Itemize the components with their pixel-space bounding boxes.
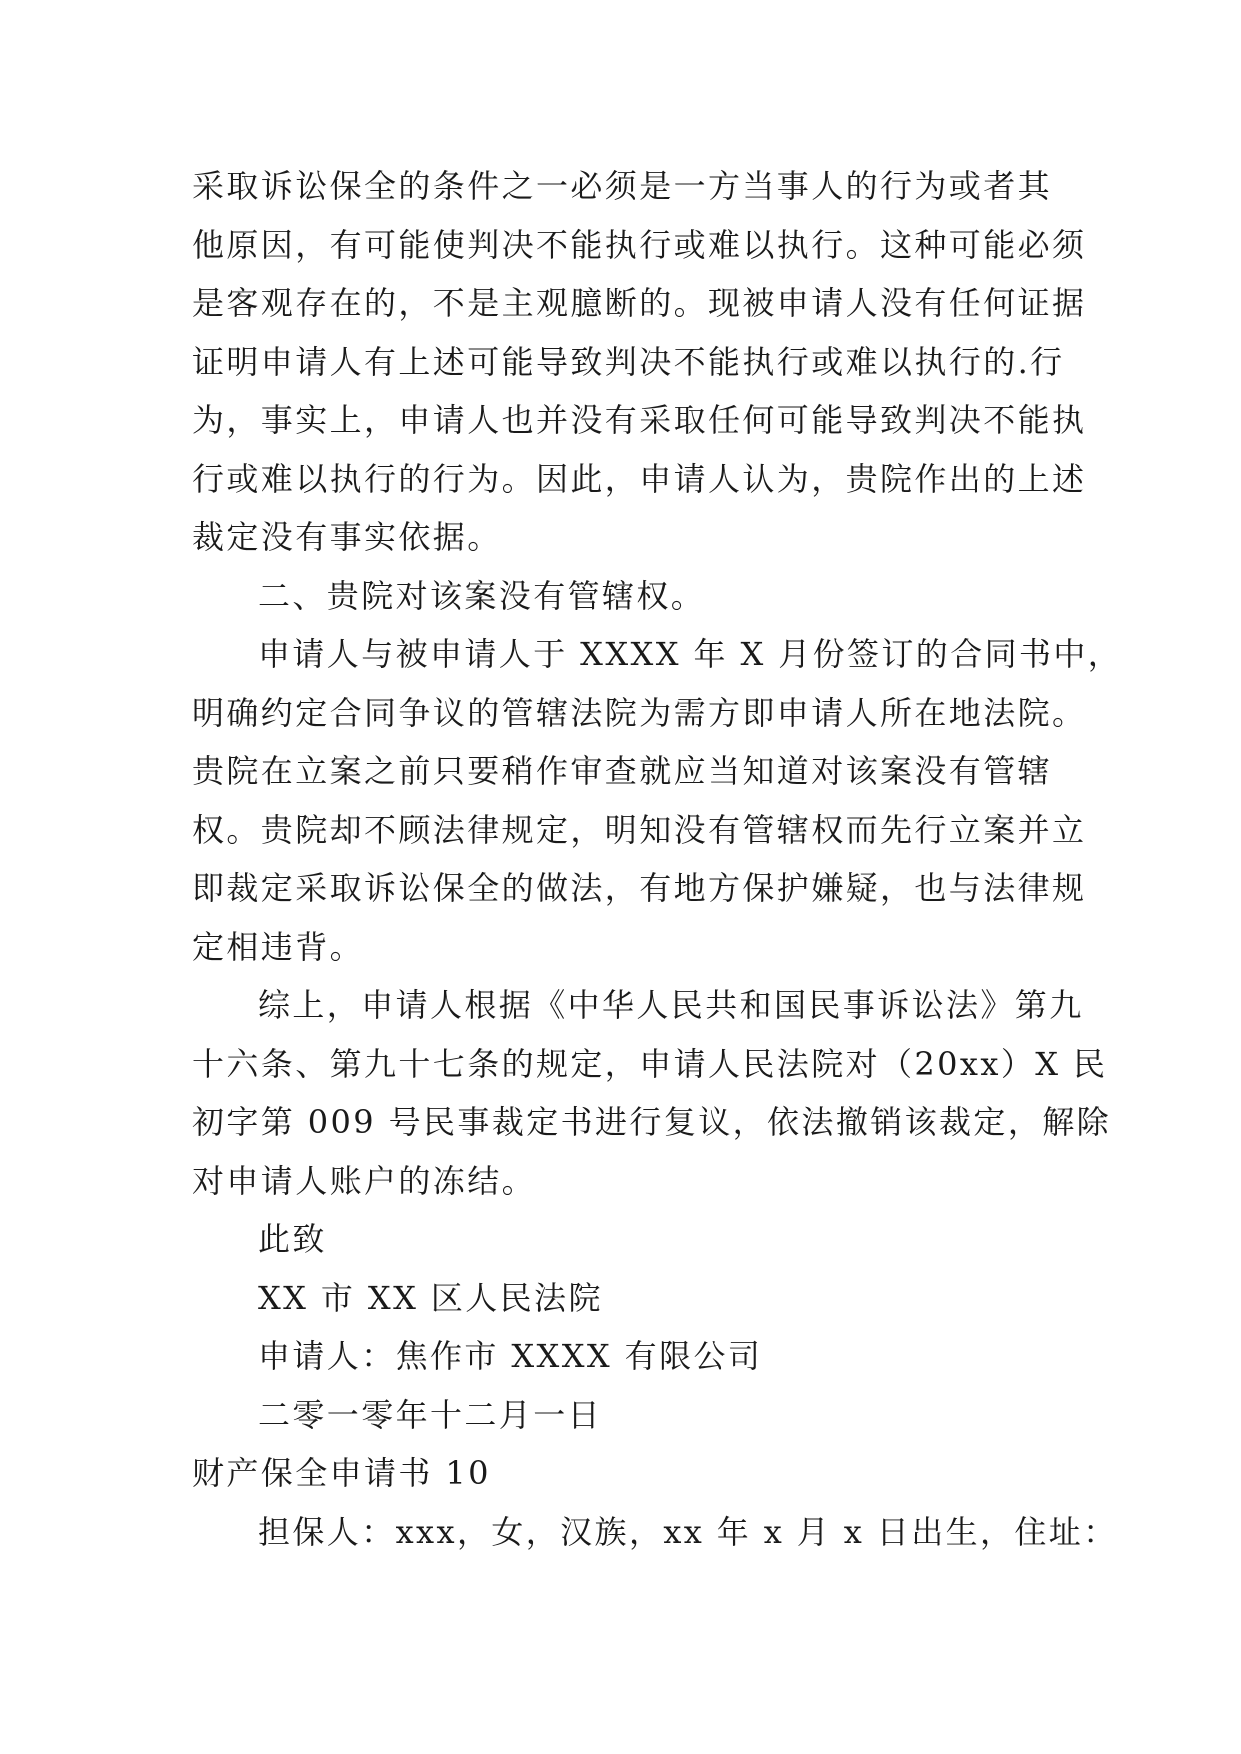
text-line: 十六条、第九十七条的规定，申请人民法院对（20xx）X 民 bbox=[192, 1044, 1108, 1083]
document-section-title: 财产保全申请书 10 bbox=[192, 1454, 491, 1492]
section-heading: 二、贵院对该案没有管辖权。 bbox=[258, 576, 706, 615]
text-line: 对申请人账户的冻结。 bbox=[192, 1161, 537, 1200]
text-line: 是客观存在的，不是主观臆断的。现被申请人没有任何证据 bbox=[192, 284, 1087, 322]
text-line: 申请人与被申请人于 XXXX 年 X 月份签订的合同书中， bbox=[258, 635, 1123, 673]
text-line: 证明申请人有上述可能导致判决不能执行或难以执行的.行 bbox=[192, 342, 1065, 381]
text-line: 权。贵院却不顾法律规定，明知没有管辖权而先行立案并立 bbox=[192, 810, 1087, 849]
recipient-court: XX 市 XX 区人民法院 bbox=[258, 1278, 603, 1317]
text-line: 采取诉讼保全的条件之一必须是一方当事人的行为或者其 bbox=[192, 167, 1053, 205]
document-body bbox=[192, 157, 1123, 1561]
text-line: 即裁定采取诉讼保全的做法，有地方保护嫌疑，也与法律规 bbox=[192, 869, 1087, 907]
text-line: 综上，申请人根据《中华人民共和国民事诉讼法》第九 bbox=[258, 986, 1084, 1024]
applicant-signature: 申请人：焦作市 XXXX 有限公司 bbox=[258, 1337, 763, 1375]
text-line: 裁定没有事实依据。 bbox=[192, 518, 502, 556]
text-line: 贵院在立案之前只要稍作审查就应当知道对该案没有管辖 bbox=[192, 752, 1053, 790]
text-line: 初字第 009 号民事裁定书进行复议，依法撤销该裁定，解除 bbox=[192, 1103, 1112, 1141]
guarantor-line: 担保人：xxx，女，汉族，xx 年 x 月 x 日出生，住址： bbox=[258, 1512, 1118, 1551]
text-line: 他原因，有可能使判决不能执行或难以执行。这种可能必须 bbox=[192, 225, 1087, 264]
text-line: 明确约定合同争议的管辖法院为需方即申请人所在地法院。 bbox=[192, 693, 1087, 732]
text-line: 定相违背。 bbox=[192, 927, 365, 966]
closing-salutation: 此致 bbox=[258, 1220, 327, 1258]
text-line: 行或难以执行的行为。因此，申请人认为，贵院作出的上述 bbox=[192, 459, 1087, 498]
document-date: 二零一零年十二月一日 bbox=[258, 1395, 603, 1434]
text-line: 为，事实上，申请人也并没有采取任何可能导致判决不能执 bbox=[192, 401, 1087, 439]
